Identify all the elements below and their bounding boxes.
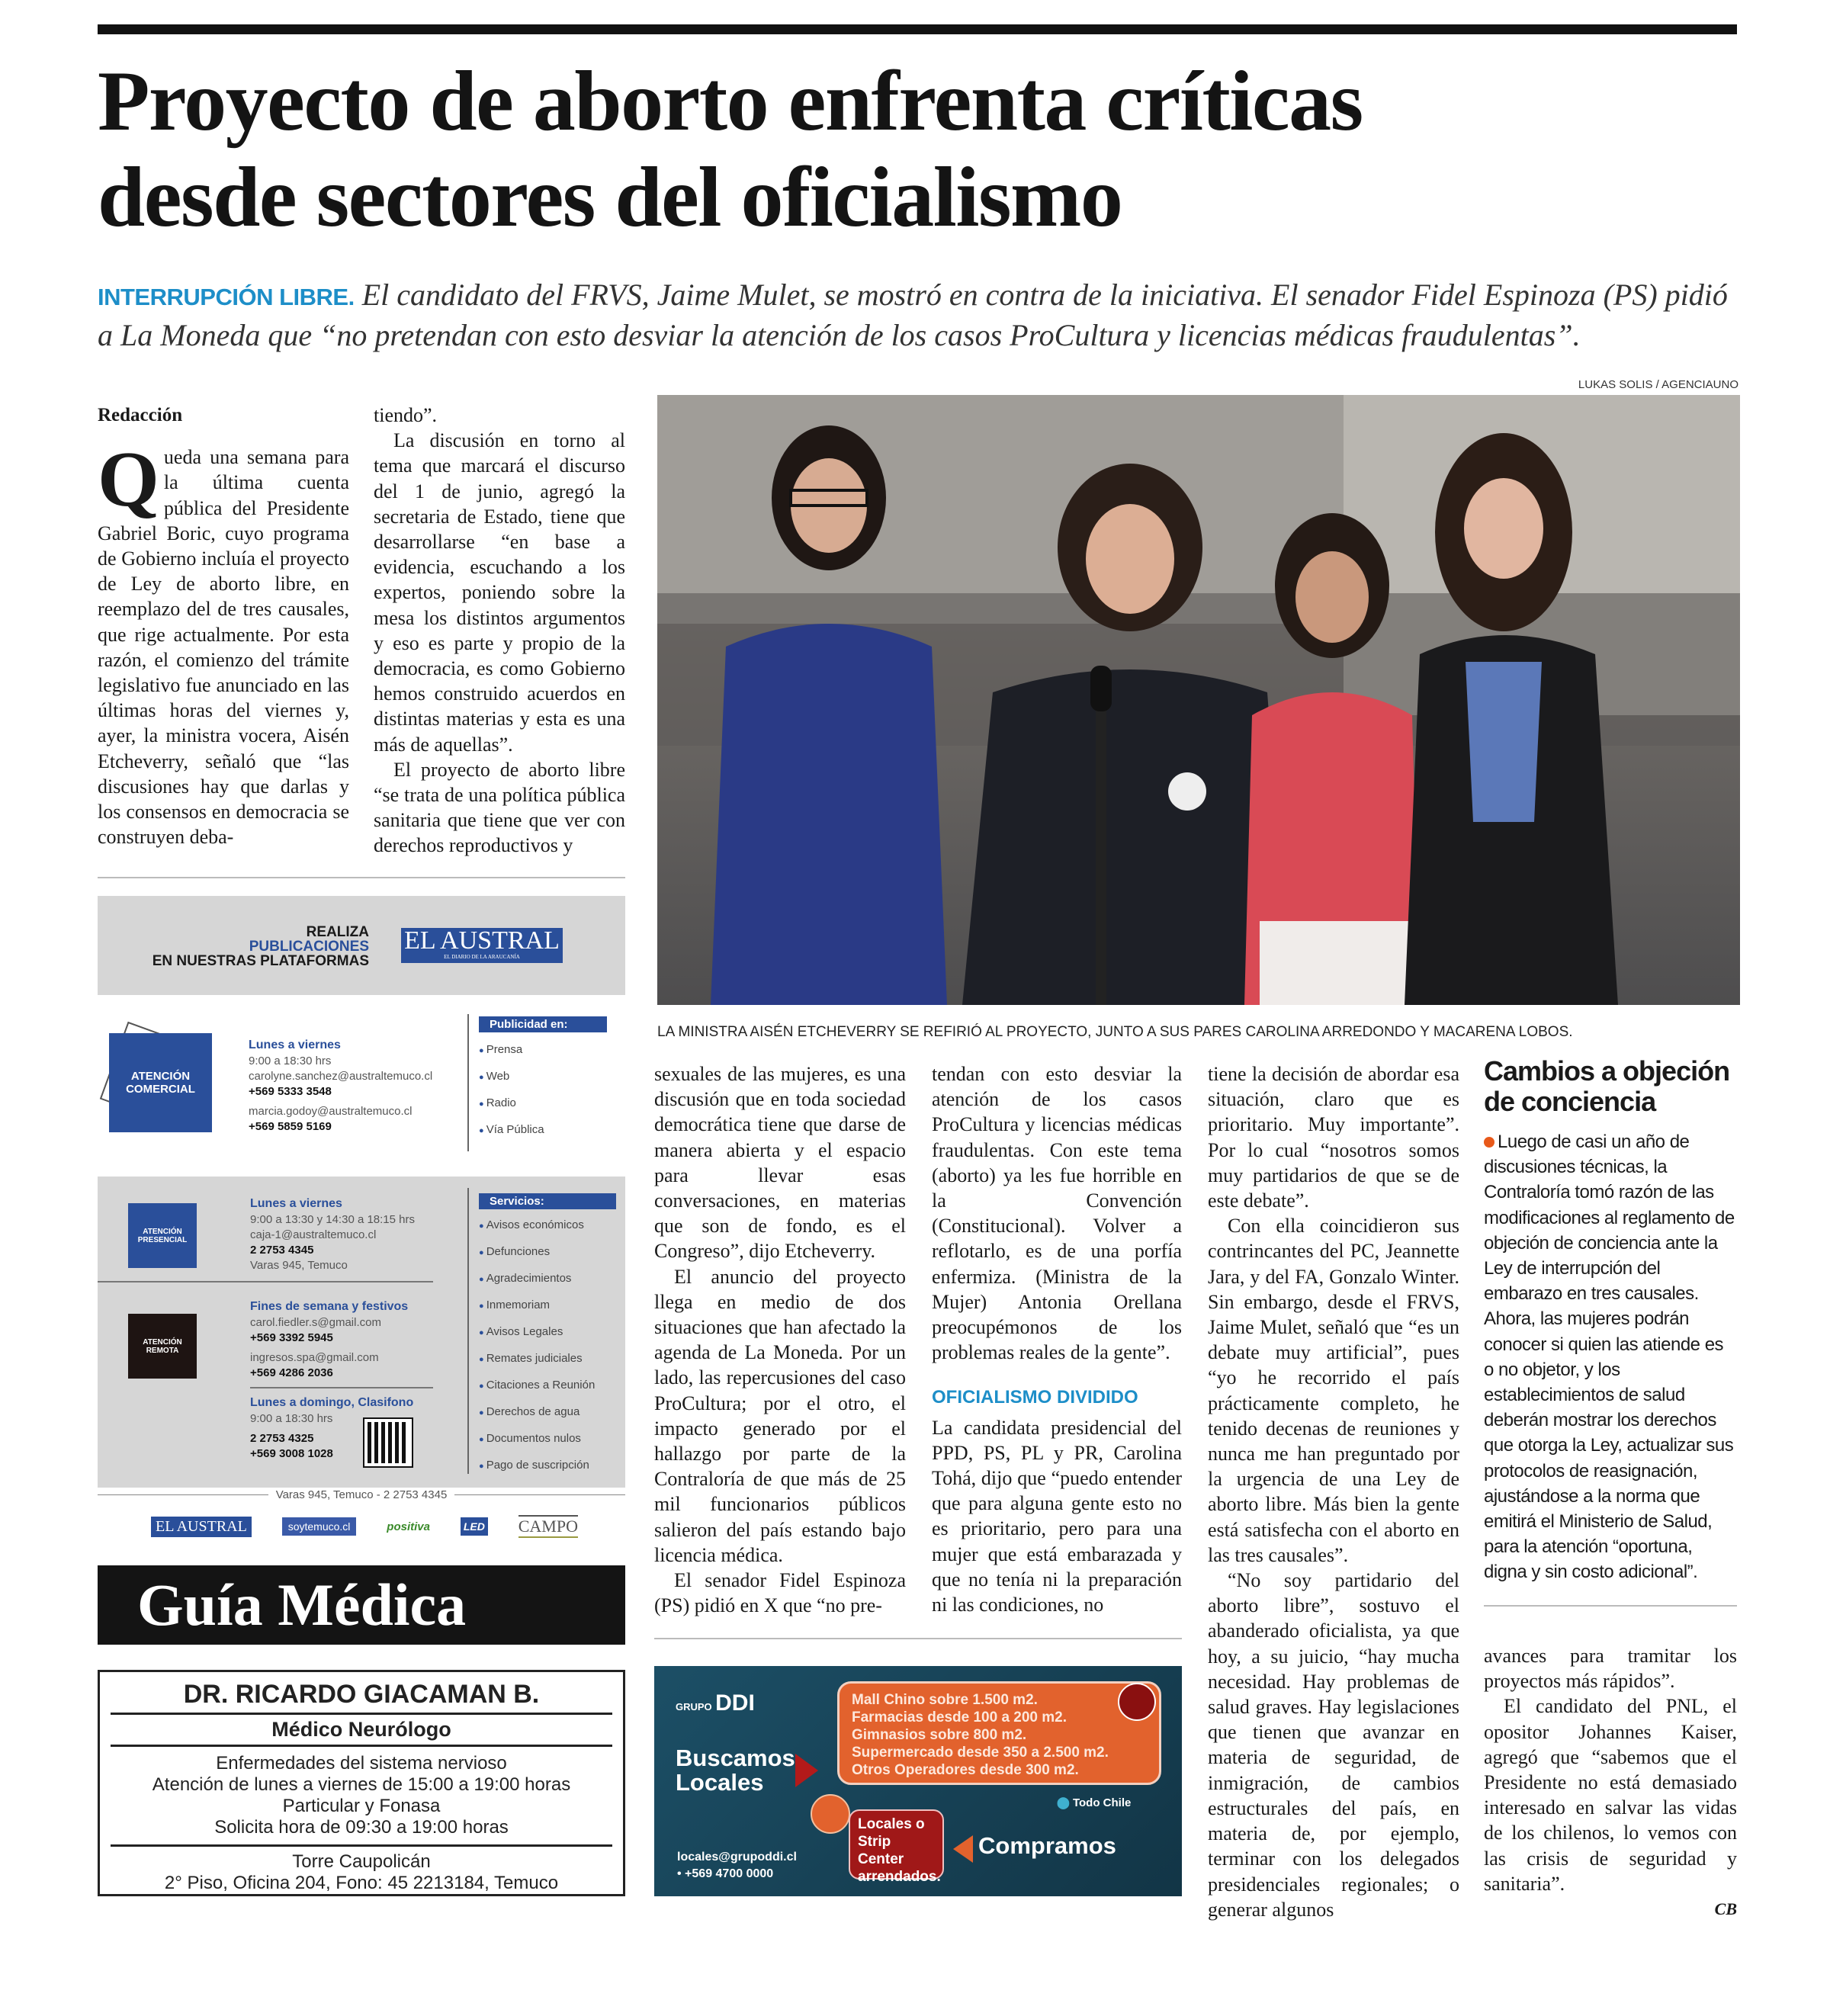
top-rule (98, 24, 1737, 34)
list-item: ● Defunciones (479, 1239, 616, 1266)
office-address: 2° Piso, Oficina 204, Fono: 45 2213184, Temuco (164, 1873, 559, 1893)
article-column-4 (932, 1061, 1182, 1617)
paragraph: El candidato del PNL, el opositor Johannes Kaiser, agregó que “sabemos que el Presidente no está demasiado interesado en salvar las vidas de los chilenos, lo vemos con las crisis de seguridad y sanitaria”. (1484, 1695, 1737, 1895)
list-item: ● Documentos nulos (479, 1426, 616, 1453)
phone: • +569 4700 0000 (677, 1867, 774, 1880)
kicker: INTERRUPCIÓN LIBRE. (98, 284, 355, 310)
ddi-contact (677, 1849, 797, 1883)
list-item: Gimnasios sobre 800 m2. (852, 1727, 1027, 1743)
paragraph: sexuales de las mujeres, es una discusión que en toda sociedad democrática tiene que darse de manera abierta y el espacio para llevar esas conversaciones, en materias que son de fondo, es el Congreso”, dijo Etcheverry. (654, 1063, 906, 1263)
article-column-3 (654, 1061, 906, 1618)
arrow-left-icon (953, 1835, 973, 1863)
email-link[interactable]: carolyne.sanchez@australtemuco.cl (249, 1070, 433, 1083)
phone: +569 4286 2036 (250, 1366, 333, 1379)
divider (467, 1014, 469, 1151)
store-icon (811, 1794, 850, 1834)
email-link[interactable]: caja-1@australtemuco.cl (250, 1228, 377, 1241)
doctor-name: DR. RICARDO GIACAMAN B. (183, 1680, 540, 1709)
list-item: Otros Operadores desde 300 m2. (852, 1762, 1079, 1778)
article-column-2 (374, 403, 625, 859)
badge-atencion-presencial: ATENCIÓN PRESENCIAL (128, 1203, 197, 1268)
divider (250, 1387, 433, 1388)
ad-line: PUBLICACIONES (249, 939, 369, 955)
logo-text: EL AUSTRAL (404, 926, 560, 955)
badge-atencion-remota: ATENCIÓN REMOTA (128, 1314, 197, 1379)
address: Varas 945, Temuco (250, 1259, 348, 1272)
location-pin-icon (1118, 1683, 1156, 1721)
publicidad-title: Publicidad en: (479, 1016, 607, 1032)
map-pin-icon: ⬤ (1057, 1796, 1073, 1809)
arrow-right-icon (795, 1754, 818, 1787)
list-item: ● Agradecimientos (479, 1266, 616, 1292)
phone: +569 3008 1028 (250, 1447, 333, 1460)
doctor-specialty: Médico Neurólogo (271, 1718, 451, 1741)
list-item: ● Remates judiciales (479, 1346, 616, 1372)
divider (98, 877, 625, 878)
hours-title: Fines de semana y festivos (250, 1300, 409, 1313)
paragraph: El proyecto de aborto libre “se trata de una política pública sanitaria que tiene que ver con derechos reproductivos y (374, 758, 625, 857)
paragraph: tendan con esto desviar la atención de los casos ProCultura y licencias médicas fraudulentas. Con este tema (aborto) ya les fue horrible en la Convención (Constitucional). Volver a reflotarlo, es de una porfía enfermiza. (Ministra de la Mujer) Antonia Orellana preocupémonos de los problemas reales de la gente”. (932, 1063, 1182, 1364)
phone: +569 5859 5169 (249, 1120, 332, 1133)
el-austral-logo (401, 928, 563, 963)
list-item: ● Pago de suscripción (479, 1453, 616, 1479)
paragraph: ueda una semana para la última cuenta pública del Presidente Gabriel Boric, cuyo programa de Gobierno incluía el proyecto de Ley de aborto libre, en reemplazo del de tres causales, que rige actualmente. Por esta razón, el comienzo del trámite legislativo fue anunciado en las últimas horas del viernes y, ayer, la ministra vocera, Aisén Etcheverry, señaló que “las discusiones hay que darlas y los consensos en democracia se construyen deba- (98, 446, 349, 849)
doctor-details (100, 1753, 623, 1838)
article-column-5 (1208, 1061, 1459, 1922)
email-link[interactable]: carol.fiedler.s@gmail.com (250, 1316, 381, 1329)
list-item: ● Avisos económicos (479, 1212, 616, 1239)
news-photo (657, 395, 1740, 1005)
paragraph: tiendo”. (374, 404, 438, 426)
ad-header (98, 896, 625, 995)
logo-soytemuco: soytemuco.cl (282, 1517, 357, 1536)
ad-line: REALIZA (306, 924, 369, 940)
ddi-logo (676, 1690, 755, 1716)
list-item: ● Avisos Legales (479, 1319, 616, 1346)
email-link[interactable]: ingresos.spa@gmail.com (250, 1351, 379, 1364)
sidebox (1484, 1056, 1737, 1585)
list-item: ● Inmemoriam (479, 1292, 616, 1319)
list-item: ● Vía Pública (479, 1117, 607, 1144)
photo-credit: LUKAS SOLIS / AGENCIAUNO (1578, 378, 1738, 391)
list-item: ● Radio (479, 1090, 607, 1117)
sidebox-body: Luego de casi un año de discusiones técnicas, la Contraloría tomó razón de las modificaciones al reglamento de objeción de conciencia ante la Ley de interrupción del embarazo en tres causales. Ahora, las mujeres podrán conocer si quien las atiende es o no objetor, y los establecimientos de salud deberán mostrar los derechos que otorga la Ley, actualizar sus protocolos de reasignación, ajustándose a la norma que emitirá el Ministerio de Salud, para la atención “oportuna, digna y sin costo adicional”. (1484, 1132, 1735, 1583)
todo-chile-label: Todo Chile (1072, 1796, 1132, 1809)
detail-line: Particular y Fonasa (282, 1796, 441, 1816)
list-item: ● Web (479, 1064, 607, 1090)
servicios-list (479, 1212, 616, 1479)
subhead-text: El candidato del FRVS, Jaime Mulet, se mostró en contra de la iniciativa. El senador Fidel Espinoza (PS) pidió a La Moneda que “no pretendan con esto desviar la atención de los casos ProCultura y licencias médicas fraudulentas”. (98, 278, 1728, 352)
phone: +569 3392 5945 (250, 1331, 333, 1344)
paragraph: tiene la decisión de abordar esa situación, claro que es prioritario. Muy importante”. Por lo cual “nosotros somos muy partidarios de que se de este debate”. (1208, 1063, 1459, 1212)
guia-medica-banner: Guía Médica (98, 1565, 625, 1645)
email-link[interactable]: locales@grupoddi.cl (677, 1851, 797, 1864)
divider (98, 1281, 433, 1282)
subheadline (98, 276, 1745, 355)
sidebox-title: Cambios a objeción de conciencia (1484, 1055, 1730, 1117)
photo-caption: LA MINISTRA AISÉN ETCHEVERRY SE REFIRIÓ AL PROYECTO, JUNTO A SUS PARES CAROLINA ARREDONDO Y MACARENA LOBOS. (657, 1024, 1573, 1040)
list-item: ● Prensa (479, 1037, 607, 1064)
drop-cap: Q (98, 435, 159, 524)
divider (654, 1638, 1182, 1639)
logo-el-austral: EL AUSTRAL (151, 1517, 252, 1537)
phone: 2 2753 4345 (250, 1244, 314, 1257)
detail-line: Solicita hora de 09:30 a 19:00 horas (214, 1817, 509, 1838)
detail-line: Enfermedades del sistema nervioso (216, 1753, 507, 1774)
brand-logos (151, 1515, 578, 1538)
headline (98, 53, 1775, 246)
badge-atencion-comercial: ATENCIÓN COMERCIAL (109, 1033, 212, 1132)
detail-line: Atención de lunes a viernes de 15:00 a 19:00 horas (152, 1774, 571, 1795)
paragraph: “No soy partidario del aborto libre”, sostuvo el abanderado oficialista, ya que hoy, a su juicio, “hay mucha necesidad. Hay problemas de salud graves. Hay legislaciones que tienen que avanzar en materia de seguridad, de inmigración, de cambios estructurales del país, en materia de, por ejemplo, terminar con los delegados presidenciales regionales; o generar algunos (1208, 1569, 1459, 1921)
bullet-icon (1484, 1137, 1494, 1148)
paragraph: La candidata presidencial del PPD, PS, PL y PR, Carolina Tohá, dijo que “puedo entender que para alguna gente esto no es prioritario, pero para una mujer que está embarazada y que no tenía ni la preparación ni las condiciones, no (932, 1416, 1182, 1616)
compramos-heading: Compramos (978, 1832, 1116, 1859)
paragraph: Con ella coincidieron sus contrincantes del PC, Jeannette Jara, y del FA, Gonzalo Winter. Sin embargo, desde el FRVS, Jaime Mulet, señaló que “es un debate muy artificial”, pues “yo he recorrido el país prácticamente completo, he tenido decenas de reuniones y nunca me han preguntado por la urgencia de una Ley de aborto libre. Más bien la gente está satisfecha con el aborto en las tres causales”. (1208, 1215, 1459, 1566)
hours-title: Lunes a viernes (249, 1038, 341, 1051)
paragraph: El senador Fidel Espinoza (PS) pidió en X que “no pre- (654, 1569, 906, 1617)
logo-small: GRUPO (676, 1701, 712, 1713)
paragraph: avances para tramitar los proyectos más rápidos”. (1484, 1645, 1737, 1693)
divider (467, 1188, 469, 1474)
list-item: Farmacias desde 100 a 200 m2. (852, 1709, 1068, 1725)
list-item: Mall Chino sobre 1.500 m2. (852, 1692, 1038, 1708)
office-place: Torre Caupolicán (292, 1851, 431, 1872)
servicios-title: Servicios: (479, 1193, 616, 1209)
photo-illustration (657, 395, 1740, 1005)
hours: 9:00 a 13:30 y 14:30 a 18:15 hrs (250, 1213, 415, 1226)
signature: CB (1714, 1899, 1737, 1919)
sidebox-text (1484, 1129, 1737, 1585)
requirements-box (837, 1681, 1161, 1785)
buscamos-heading: Buscamos Locales (676, 1745, 795, 1796)
hours: 9:00 a 18:30 hrs (250, 1412, 333, 1425)
paragraph: La discusión en torno al tema que marcará el discurso del 1 de junio, agregó la secretaria de Estado, tiene que desarrollarse “en base a evidencia, escuchando a los expertos, poniendo sobre la mesa los distintos argumentos y eso es parte y propio de la democracia, es como Gobierno hemos construido acuerdos en distintas materias y esta es una más de aquellas”. (374, 429, 625, 756)
headline-line-2: desde sectores del oficialismo (98, 150, 1122, 245)
hours-title: Lunes a domingo, Clasifono (250, 1396, 414, 1409)
qr-code[interactable] (364, 1419, 412, 1466)
grupo-ddi-ad (654, 1666, 1182, 1896)
logo-led: LED (461, 1517, 488, 1536)
ad-services-panel (98, 1177, 625, 1488)
headline-line-1: Proyecto de aborto enfrenta críticas (98, 54, 1363, 149)
doctor-ad (98, 1670, 625, 1896)
list-item: ● Citaciones a Reunión (479, 1372, 616, 1399)
phone: +569 5333 3548 (249, 1085, 332, 1098)
logo-subtext: EL DIARIO DE LA ARAUCANÍA (444, 954, 520, 960)
logo-positiva: positiva (387, 1520, 430, 1533)
byline: Redacción (98, 405, 183, 425)
publicidad-list (479, 1037, 607, 1144)
phone: 2 2753 4325 (250, 1432, 314, 1445)
todo-chile (1057, 1796, 1131, 1809)
list-item: Supermercado desde 350 a 2.500 m2. (852, 1745, 1109, 1761)
section-heading: OFICIALISMO DIVIDIDO (932, 1387, 1138, 1408)
ad-line: EN NUESTRAS PLATAFORMAS (152, 953, 369, 969)
paragraph: El anuncio del proyecto llega en medio de dos situaciones que han afectado la agenda de La Moneda. Por un lado, las repercusiones del caso ProCultura; por el otro, el impacto generado por el hallazgo por parte de la Contraloría de que más de 25 mil funcionarios públicos salieron del país estando bajo licencia médica. (654, 1265, 906, 1566)
ad-footer: Varas 945, Temuco - 2 2753 4345 (268, 1488, 455, 1501)
email-link[interactable]: marcia.godoy@australtemuco.cl (249, 1105, 413, 1118)
hours-title: Lunes a viernes (250, 1197, 342, 1210)
logo-text: DDI (715, 1690, 755, 1716)
locales-box: Locales o Strip Center arrendados. (849, 1809, 944, 1880)
article-column-6 (1484, 1643, 1737, 1921)
list-item: ● Derechos de agua (479, 1399, 616, 1426)
article-column-1 (98, 403, 349, 849)
hours: 9:00 a 18:30 hrs (249, 1055, 332, 1067)
el-austral-ad (98, 896, 625, 1536)
divider (1484, 1605, 1737, 1607)
logo-campo: CAMPO (518, 1515, 578, 1538)
